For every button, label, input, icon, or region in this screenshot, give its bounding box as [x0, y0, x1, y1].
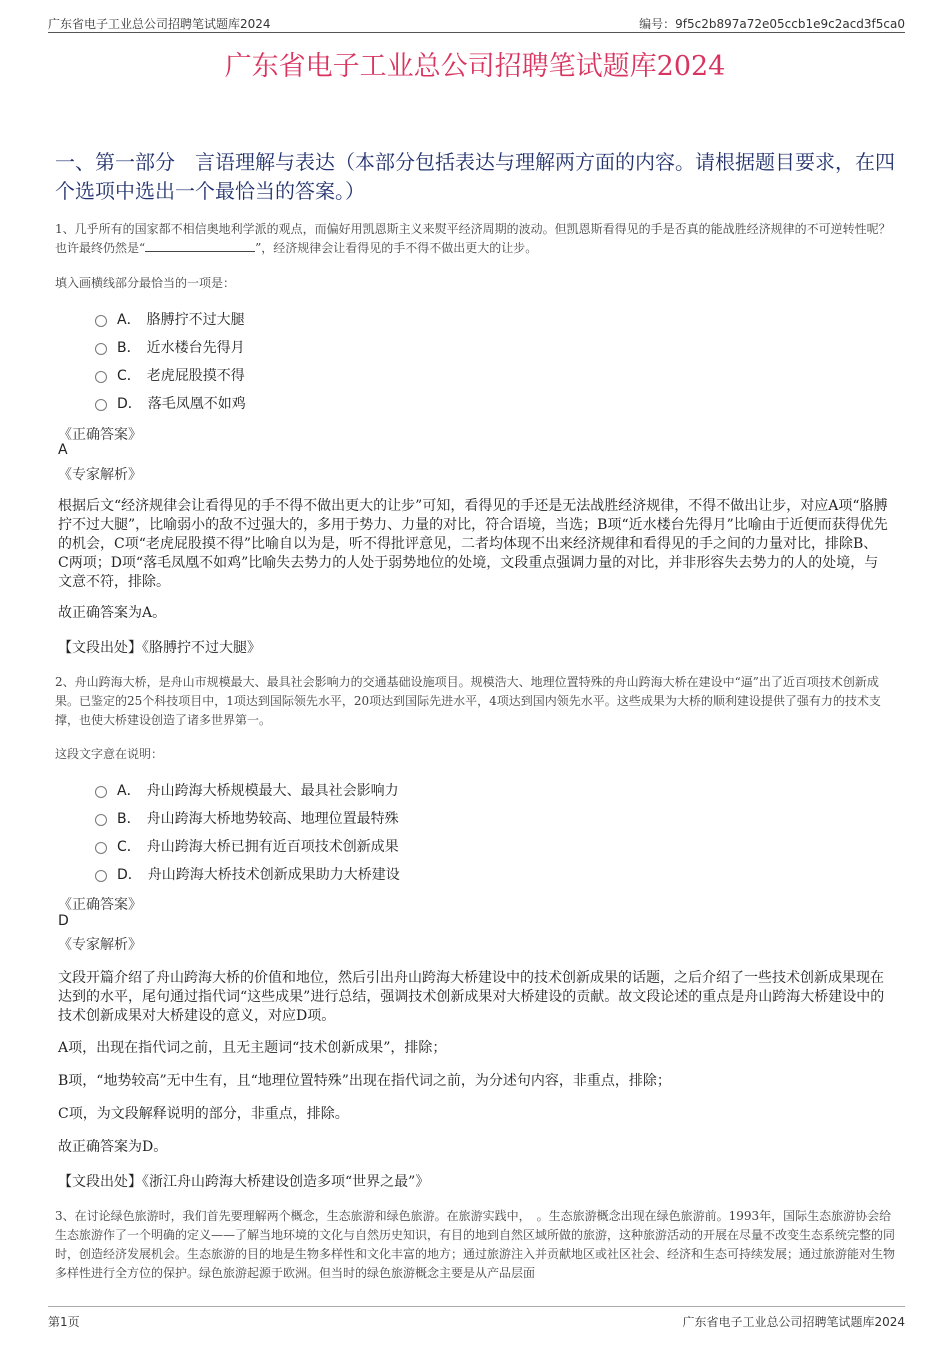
header-doc-number: 编号：9f5c2b897a72e05ccb1e9c2acd3f5ca0 [639, 17, 905, 31]
q2-source: 【文段出处】《浙江舟山跨海大桥建设创造多项“世界之最”》 [58, 1174, 430, 1190]
q1-option-b[interactable]: B． 近水楼台先得月 [95, 337, 245, 357]
q2-option-c[interactable]: C． 舟山跨海大桥已拥有近百项技术创新成果 [95, 836, 399, 856]
radio-icon[interactable] [95, 343, 107, 355]
q2-analysis-label: 《专家解析》 [58, 937, 142, 953]
q1-answer-label: 《正确答案》 [58, 427, 142, 443]
q1-source: 【文段出处】《胳膊拧不过大腿》 [58, 640, 261, 656]
q2-analysis-text: 文段开篇介绍了舟山跨海大桥的价值和地位，然后引出舟山跨海大桥建设中的技术创新成果的话题，之后介绍了一些技术创新成果现在达到的水平，尾句通过指代词“这些成果”进行总结，强调技术创新成果对大桥建设的贡献。故文段论述的重点是舟山跨海大桥建设中的技术创新成果对大桥建设的意义，对应D项。 [58, 970, 885, 1024]
q2-option-d[interactable]: D． 舟山跨海大桥技术创新成果助力大桥建设 [95, 864, 400, 884]
radio-icon[interactable] [95, 814, 107, 826]
q2-analysis-b: B项，“地势较高”无中生有，且“地理位置特殊”出现在指代词之前，为分述句内容，非重点，排除； [58, 1073, 671, 1089]
q2-answer: D [58, 913, 69, 929]
question-1-prompt: 填入画横线部分最恰当的一项是： [55, 276, 236, 290]
section-heading: 一、第一部分 言语理解与表达（本部分包括表达与理解两方面的内容。请根据题目要求，在四个选项中选出一个最恰当的答案。） [55, 150, 895, 203]
q1-analysis-label: 《专家解析》 [58, 467, 142, 483]
q2-analysis-a: A项，出现在指代词之前，且无主题词“技术创新成果”，排除； [58, 1040, 447, 1056]
radio-icon[interactable] [95, 870, 107, 882]
q2-analysis-c: C项，为文段解释说明的部分，非重点，排除。 [58, 1106, 349, 1122]
q1-conclusion: 故正确答案为A。 [58, 605, 167, 621]
footer-title: 广东省电子工业总公司招聘笔试题库2024 [682, 1315, 905, 1329]
q2-option-b[interactable]: B． 舟山跨海大桥地势较高、地理位置最特殊 [95, 808, 399, 828]
radio-icon[interactable] [95, 371, 107, 383]
question-3-stem: 3、在讨论绿色旅游时，我们首先要理解两个概念，生态旅游和绿色旅游。在旅游实践中， 。生态旅游概念出现在绿色旅游前。1993年，国际生态旅游协会给生态旅游作了一个明确的定义——了解当地环境的文化与自然历史知识，有目的地到自然区域所做的旅游，这种旅游活动的开展在尽量不改变生态系统完整的同时，创造经济发展机会。生态旅游的目的地是生物多样性和文化丰富的地方；通过旅游注入并贡献地区或社区社会、经济和生态可持续发展；通过旅游能对生物多样性进行全方位的保护。绿色旅游起源于欧洲。但当时的绿色旅游概念主要是从产品层面 [55, 1209, 896, 1280]
question-1-stem: 1、几乎所有的国家都不相信奥地利学派的观点，而偏好用凯恩斯主义来熨平经济周期的波动。但凯恩斯看得见的手是否真的能战胜经济规律的不可逆转性呢？也许最终仍然是“ ”，经济规律会让看得见的手不得不做出更大的让步。 [55, 222, 891, 255]
q2-conclusion: 故正确答案为D。 [58, 1139, 168, 1155]
question-2-stem: 2、舟山跨海大桥，是舟山市规模最大、最具社会影响力的交通基础设施项目。规模浩大、地理位置特殊的舟山跨海大桥在建设中“逼”出了近百项技术创新成果。已鉴定的25个科技项目中，1项达到国际领先水平，20项达到国际先进水平，4项达到国内领先水平。这些成果为大桥的顺利建设提供了强有力的技术支撑，也使大桥建设创造了诸多世界第一。 [55, 675, 881, 727]
radio-icon[interactable] [95, 786, 107, 798]
q1-option-c[interactable]: C． 老虎屁股摸不得 [95, 365, 245, 385]
header-left-title: 广东省电子工业总公司招聘笔试题库2024 [48, 17, 271, 31]
q1-option-d[interactable]: D． 落毛凤凰不如鸡 [95, 393, 246, 413]
q2-option-a[interactable]: A． 舟山跨海大桥规模最大、最具社会影响力 [95, 780, 399, 800]
page-footer [48, 1306, 905, 1327]
radio-icon[interactable] [95, 842, 107, 854]
radio-icon[interactable] [95, 315, 107, 327]
q1-option-a[interactable]: A． 胳膊拧不过大腿 [95, 309, 245, 329]
q1-analysis-text: 根据后文“经济规律会让看得见的手不得不做出更大的让步”可知，看得见的手还是无法战胜经济规律，不得不做出让步，对应A项“胳膊拧不过大腿”，比喻弱小的敌不过强大的，多用于势力、力量的对比，符合语境，当选；B项“近水楼台先得月”比喻由于近便而获得优先的机会，C项“老虎屁股摸不得”比喻自以为是，听不得批评意见，二者均体现不出来经济规律和看得见的手之间的力量对比，排除B、C两项；D项“落毛凤凰不如鸡”比喻失去势力的人处于弱势地位的处境，文段重点强调力量的对比，并非形容失去势力的人的处境，与文意不符，排除。 [58, 498, 888, 590]
page-title: 广东省电子工业总公司招聘笔试题库2024 [224, 51, 726, 82]
page-header [48, 14, 905, 33]
radio-icon[interactable] [95, 399, 107, 411]
q2-answer-label: 《正确答案》 [58, 897, 142, 913]
question-2-prompt: 这段文字意在说明： [55, 747, 164, 761]
q1-answer: A [58, 442, 68, 458]
answer-blank [145, 239, 255, 252]
footer-page-number: 第1页 [48, 1315, 80, 1329]
